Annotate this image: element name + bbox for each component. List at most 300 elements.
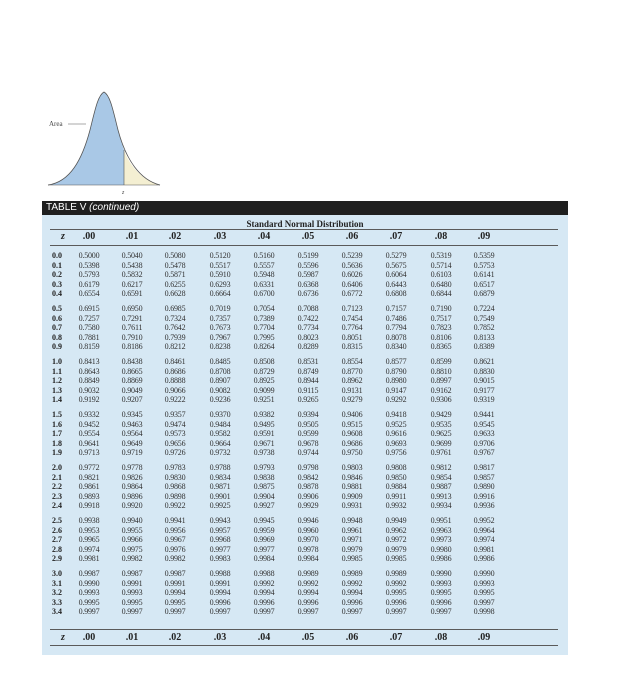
table-cell: 0.7517 <box>430 313 452 323</box>
table-cell: 0.8665 <box>121 366 143 376</box>
table-cell: 0.6628 <box>164 289 186 299</box>
table-cell: 0.9916 <box>473 491 495 501</box>
table-cell: 0.8790 <box>385 366 407 376</box>
table-cell: 0.9992 <box>385 578 407 588</box>
table-cell: 0.9817 <box>473 463 495 472</box>
footer-column-label: .00 <box>82 632 96 643</box>
table-cell: 0.9830 <box>164 472 186 482</box>
table-cell: 0.7995 <box>253 332 275 342</box>
table-cell: 0.9938 <box>78 516 100 525</box>
table-cell: 0.8023 <box>297 332 319 342</box>
table-cell: 0.9945 <box>253 516 275 525</box>
row-z-value: 0.9 <box>52 342 62 352</box>
row-z-value: 1.7 <box>52 429 62 439</box>
table-cell: 0.9995 <box>430 588 452 598</box>
table-cell: 0.5279 <box>385 251 407 260</box>
row-z-value: 2.9 <box>52 554 62 564</box>
table-cell: 0.9279 <box>341 395 363 405</box>
table-cell: 0.9996 <box>297 597 319 607</box>
column-header: .06 <box>345 231 359 242</box>
table-cell: 0.5871 <box>164 270 186 280</box>
table-cell: 0.9981 <box>473 544 495 554</box>
row-z-value: 1.2 <box>52 376 62 386</box>
table-cell: 0.9641 <box>78 438 100 448</box>
table-cell: 0.6808 <box>385 289 407 299</box>
table-cell: 0.7823 <box>430 323 452 333</box>
table-cell: 0.7224 <box>473 304 495 313</box>
table-cell: 0.8133 <box>473 332 495 342</box>
table-cell: 0.5040 <box>121 251 143 260</box>
table-cell: 0.9996 <box>385 597 407 607</box>
table-cell: 0.9990 <box>473 569 495 578</box>
row-z-value: 2.8 <box>52 544 62 554</box>
table-cell: 0.9793 <box>253 463 275 472</box>
table-cell: 0.9854 <box>430 472 452 482</box>
table-title-bar <box>42 201 568 215</box>
table-cell: 0.9625 <box>430 429 452 439</box>
table-cell: 0.9633 <box>473 429 495 439</box>
table-cell: 0.9993 <box>78 588 100 598</box>
table-cell: 0.9236 <box>209 395 231 405</box>
table-cell: 0.7939 <box>164 332 186 342</box>
table-cell: 0.6141 <box>473 270 495 280</box>
table-cell: 0.7881 <box>78 332 100 342</box>
table-cell: 0.9997 <box>121 607 143 617</box>
table-cell: 0.7549 <box>473 313 495 323</box>
table-cell: 0.9864 <box>121 482 143 492</box>
table-cell: 0.7673 <box>209 323 231 333</box>
table-cell: 0.8340 <box>385 342 407 352</box>
table-cell: 0.5675 <box>385 260 407 270</box>
table-cell: 0.5199 <box>297 251 319 260</box>
table-cell: 0.5557 <box>253 260 275 270</box>
table-cell: 0.7088 <box>297 304 319 313</box>
row-z-value: 0.4 <box>52 289 62 299</box>
table-cell: 0.9868 <box>164 482 186 492</box>
table-cell: 0.9115 <box>297 385 319 395</box>
row-z-value: 3.0 <box>52 569 62 578</box>
table-cell: 0.8830 <box>473 366 495 376</box>
table-cell: 0.9890 <box>473 482 495 492</box>
table-cell: 0.9901 <box>209 491 231 501</box>
table-cell: 0.6064 <box>385 270 407 280</box>
table-cell: 0.9984 <box>253 554 275 564</box>
table-cell: 0.9738 <box>253 448 275 458</box>
table-cell: 0.9984 <box>297 554 319 564</box>
column-header: .05 <box>301 231 315 242</box>
table-cell: 0.9525 <box>385 419 407 429</box>
table-cell: 0.9985 <box>341 554 363 564</box>
table-cell: 0.9988 <box>253 569 275 578</box>
table-cell: 0.5987 <box>297 270 319 280</box>
row-z-value: 0.6 <box>52 313 62 323</box>
row-z-value: 2.5 <box>52 516 62 525</box>
table-cell: 0.9192 <box>78 395 100 405</box>
table-cell: 0.9719 <box>121 448 143 458</box>
table-cell: 0.9783 <box>164 463 186 472</box>
column-header: .00 <box>82 231 96 242</box>
row-z-value: 0.2 <box>52 270 62 280</box>
table-cell: 0.9032 <box>78 385 100 395</box>
table-cell: 0.8770 <box>341 366 363 376</box>
table-cell: 0.8708 <box>209 366 231 376</box>
table-cell: 0.7054 <box>253 304 275 313</box>
table-cell: 0.7123 <box>341 304 363 313</box>
table-cell: 0.7190 <box>430 304 452 313</box>
table-cell: 0.9941 <box>164 516 186 525</box>
table-cell: 0.9821 <box>78 472 100 482</box>
table-cell: 0.9949 <box>385 516 407 525</box>
table-cell: 0.9997 <box>297 607 319 617</box>
table-cell: 0.9463 <box>121 419 143 429</box>
table-cell: 0.6879 <box>473 289 495 299</box>
table-cell: 0.9664 <box>209 438 231 448</box>
table-cell: 0.7486 <box>385 313 407 323</box>
table-cell: 0.9394 <box>297 410 319 419</box>
table-cell: 0.6664 <box>209 289 231 299</box>
footer-column-label: .02 <box>168 632 182 643</box>
table-cell: 0.9964 <box>473 525 495 535</box>
row-z-value: 0.5 <box>52 304 62 313</box>
table-cell: 0.9732 <box>209 448 231 458</box>
table-cell: 0.9960 <box>297 525 319 535</box>
table-cell: 0.9834 <box>209 472 231 482</box>
table-cell: 0.9994 <box>209 588 231 598</box>
table-cell: 0.8238 <box>209 342 231 352</box>
table-cell: 0.9750 <box>341 448 363 458</box>
table-cell: 0.9997 <box>430 607 452 617</box>
table-cell: 0.9846 <box>341 472 363 482</box>
table-cell: 0.8554 <box>341 357 363 366</box>
table-cell: 0.9971 <box>341 535 363 545</box>
row-z-value: 0.0 <box>52 251 62 260</box>
table-cell: 0.9177 <box>473 385 495 395</box>
table-cell: 0.5714 <box>430 260 452 270</box>
row-z-value: 2.7 <box>52 535 62 545</box>
table-cell: 0.9948 <box>341 516 363 525</box>
table-cell: 0.9977 <box>253 544 275 554</box>
table-cell: 0.9990 <box>430 569 452 578</box>
footer-z: z <box>61 632 65 643</box>
table-cell: 0.9857 <box>473 472 495 482</box>
table-cell: 0.9993 <box>121 588 143 598</box>
table-cell: 0.9896 <box>121 491 143 501</box>
table-cell: 0.6950 <box>121 304 143 313</box>
table-cell: 0.6179 <box>78 279 100 289</box>
footer-column-label: .09 <box>477 632 491 643</box>
table-cell: 0.8106 <box>430 332 452 342</box>
table-cell: 0.9884 <box>385 482 407 492</box>
unshaded-tail <box>124 150 160 185</box>
table-cell: 0.9706 <box>473 438 495 448</box>
table-cell: 0.7704 <box>253 323 275 333</box>
table-cell: 0.9989 <box>297 569 319 578</box>
row-z-value: 1.4 <box>52 395 62 405</box>
table-cell: 0.8621 <box>473 357 495 366</box>
table-cell: 0.8438 <box>121 357 143 366</box>
table-title: TABLE V <box>46 202 90 213</box>
table-cell: 0.8686 <box>164 366 186 376</box>
table-title-continued: (continued) <box>89 202 140 213</box>
table-cell: 0.8997 <box>430 376 452 386</box>
row-z-value: 3.3 <box>52 597 62 607</box>
row-z-value: 2.6 <box>52 525 62 535</box>
table-cell: 0.9049 <box>121 385 143 395</box>
table-cell: 0.9812 <box>430 463 452 472</box>
table-cell: 0.6480 <box>430 279 452 289</box>
table-cell: 0.9082 <box>209 385 231 395</box>
table-cell: 0.9918 <box>78 501 100 511</box>
table-cell: 0.9995 <box>385 588 407 598</box>
table-cell: 0.9898 <box>164 491 186 501</box>
table-rule <box>50 245 558 246</box>
table-cell: 0.9803 <box>341 463 363 472</box>
table-cell: 0.9965 <box>78 535 100 545</box>
table-cell: 0.9850 <box>385 472 407 482</box>
table-cell: 0.7454 <box>341 313 363 323</box>
footer-column-label: .04 <box>257 632 271 643</box>
table-cell: 0.9932 <box>385 501 407 511</box>
table-cell: 0.9484 <box>209 419 231 429</box>
table-cell: 0.9951 <box>430 516 452 525</box>
table-cell: 0.5000 <box>78 251 100 260</box>
table-cell: 0.5478 <box>164 260 186 270</box>
table-cell: 0.9808 <box>385 463 407 472</box>
table-cell: 0.9838 <box>253 472 275 482</box>
table-cell: 0.5636 <box>341 260 363 270</box>
table-cell: 0.6255 <box>164 279 186 289</box>
table-cell: 0.9913 <box>430 491 452 501</box>
table-cell: 0.9909 <box>341 491 363 501</box>
table-cell: 0.8508 <box>253 357 275 366</box>
table-cell: 0.6517 <box>473 279 495 289</box>
table-cell: 0.9319 <box>473 395 495 405</box>
table-cell: 0.9996 <box>253 597 275 607</box>
table-cell: 0.7852 <box>473 323 495 333</box>
table-cell: 0.9986 <box>430 554 452 564</box>
table-cell: 0.5319 <box>430 251 452 260</box>
table-cell: 0.9925 <box>209 501 231 511</box>
table-cell: 0.8315 <box>341 342 363 352</box>
table-cell: 0.8599 <box>430 357 452 366</box>
table-cell: 0.9987 <box>121 569 143 578</box>
table-cell: 0.9887 <box>430 482 452 492</box>
table-rule <box>50 629 558 630</box>
table-cell: 0.9994 <box>164 588 186 598</box>
table-cell: 0.9936 <box>473 501 495 511</box>
table-cell: 0.9505 <box>297 419 319 429</box>
table-cell: 0.7422 <box>297 313 319 323</box>
table-cell: 0.9974 <box>78 544 100 554</box>
table-cell: 0.9382 <box>253 410 275 419</box>
table-cell: 0.9995 <box>164 597 186 607</box>
table-cell: 0.9370 <box>209 410 231 419</box>
table-cell: 0.9699 <box>430 438 452 448</box>
area-label: Area <box>49 120 63 128</box>
row-z-value: 2.3 <box>52 491 62 501</box>
table-cell: 0.9545 <box>473 419 495 429</box>
z-label: z <box>122 190 125 196</box>
table-cell: 0.9931 <box>341 501 363 511</box>
table-cell: 0.7910 <box>121 332 143 342</box>
column-header: .08 <box>434 231 448 242</box>
table-cell: 0.9997 <box>385 607 407 617</box>
table-cell: 0.9986 <box>473 554 495 564</box>
table-cell: 0.9993 <box>473 578 495 588</box>
column-header: .03 <box>213 231 227 242</box>
table-subtitle: Standard Normal Distribution <box>246 219 364 229</box>
table-cell: 0.9564 <box>121 429 143 439</box>
table-cell: 0.9131 <box>341 385 363 395</box>
table-cell: 0.7357 <box>209 313 231 323</box>
table-cell: 0.9997 <box>164 607 186 617</box>
row-z-value: 1.3 <box>52 385 62 395</box>
table-cell: 0.8531 <box>297 357 319 366</box>
table-cell: 0.9861 <box>78 482 100 492</box>
column-header: .07 <box>389 231 403 242</box>
table-cell: 0.6772 <box>341 289 363 299</box>
table-cell: 0.9306 <box>430 395 452 405</box>
table-cell: 0.9975 <box>121 544 143 554</box>
table-cell: 0.9554 <box>78 429 100 439</box>
table-cell: 0.9997 <box>473 597 495 607</box>
table-cell: 0.9934 <box>430 501 452 511</box>
table-cell: 0.5080 <box>164 251 186 260</box>
table-cell: 0.9671 <box>253 438 275 448</box>
table-cell: 0.9959 <box>253 525 275 535</box>
table-cell: 0.9996 <box>430 597 452 607</box>
table-cell: 0.8888 <box>164 376 186 386</box>
table-cell: 0.5753 <box>473 260 495 270</box>
table-cell: 0.6591 <box>121 289 143 299</box>
row-z-value: 1.8 <box>52 438 62 448</box>
row-z-value: 2.1 <box>52 472 62 482</box>
table-cell: 0.5832 <box>121 270 143 280</box>
table-cell: 0.9162 <box>430 385 452 395</box>
table-cell: 0.6293 <box>209 279 231 289</box>
table-cell: 0.8810 <box>430 366 452 376</box>
table-cell: 0.7389 <box>253 313 275 323</box>
table-cell: 0.9997 <box>209 607 231 617</box>
footer-column-label: .08 <box>434 632 448 643</box>
table-cell: 0.7257 <box>78 313 100 323</box>
table-cell: 0.5359 <box>473 251 495 260</box>
table-cell: 0.9429 <box>430 410 452 419</box>
table-cell: 0.9994 <box>341 588 363 598</box>
row-z-value: 1.1 <box>52 366 62 376</box>
table-cell: 0.9979 <box>385 544 407 554</box>
table-cell: 0.9573 <box>164 429 186 439</box>
column-header: .01 <box>125 231 139 242</box>
table-cell: 0.9788 <box>209 463 231 472</box>
table-cell: 0.7611 <box>121 323 143 333</box>
table-cell: 0.9474 <box>164 419 186 429</box>
table-cell: 0.9656 <box>164 438 186 448</box>
table-cell: 0.9875 <box>253 482 275 492</box>
table-cell: 0.9920 <box>121 501 143 511</box>
table-cell: 0.6915 <box>78 304 100 313</box>
table-cell: 0.9991 <box>121 578 143 588</box>
table-cell: 0.9990 <box>78 578 100 588</box>
table-cell: 0.9772 <box>78 463 100 472</box>
table-cell: 0.9441 <box>473 410 495 419</box>
table-cell: 0.6103 <box>430 270 452 280</box>
table-cell: 0.9982 <box>121 554 143 564</box>
row-z-value: 0.3 <box>52 279 62 289</box>
table-cell: 0.9686 <box>341 438 363 448</box>
footer-column-label: .05 <box>301 632 315 643</box>
row-z-value: 2.0 <box>52 463 62 472</box>
table-cell: 0.6368 <box>297 279 319 289</box>
table-cell: 0.6736 <box>297 289 319 299</box>
table-cell: 0.9332 <box>78 410 100 419</box>
table-cell: 0.6217 <box>121 279 143 289</box>
table-cell: 0.5239 <box>341 251 363 260</box>
table-cell: 0.9251 <box>253 395 275 405</box>
table-cell: 0.9943 <box>209 516 231 525</box>
table-cell: 0.6406 <box>341 279 363 289</box>
table-cell: 0.8749 <box>297 366 319 376</box>
table-cell: 0.9946 <box>297 516 319 525</box>
table-cell: 0.9962 <box>385 525 407 535</box>
table-cell: 0.9927 <box>253 501 275 511</box>
table-cell: 0.9961 <box>341 525 363 535</box>
table-cell: 0.5948 <box>253 270 275 280</box>
table-cell: 0.8413 <box>78 357 100 366</box>
table-cell: 0.5120 <box>209 251 231 260</box>
table-cell: 0.6443 <box>385 279 407 289</box>
table-cell: 0.9357 <box>164 410 186 419</box>
table-cell: 0.9515 <box>341 419 363 429</box>
table-cell: 0.9996 <box>341 597 363 607</box>
table-cell: 0.9599 <box>297 429 319 439</box>
table-cell: 0.5160 <box>253 251 275 260</box>
row-z-value: 0.8 <box>52 332 62 342</box>
table-cell: 0.9952 <box>473 516 495 525</box>
table-cell: 0.9995 <box>78 597 100 607</box>
table-cell: 0.9994 <box>297 588 319 598</box>
column-header: .02 <box>168 231 182 242</box>
table-cell: 0.7580 <box>78 323 100 333</box>
table-cell: 0.7324 <box>164 313 186 323</box>
table-cell: 0.9761 <box>430 448 452 458</box>
row-z-value: 3.2 <box>52 588 62 598</box>
column-header: .09 <box>477 231 491 242</box>
shaded-area <box>48 92 124 185</box>
table-cell: 0.9842 <box>297 472 319 482</box>
row-z-value: 2.2 <box>52 482 62 492</box>
table-cell: 0.7291 <box>121 313 143 323</box>
table-cell: 0.9099 <box>253 385 275 395</box>
table-cell: 0.7734 <box>297 323 319 333</box>
table-cell: 0.9345 <box>121 410 143 419</box>
table-cell: 0.9713 <box>78 448 100 458</box>
table-cell: 0.9963 <box>430 525 452 535</box>
table-cell: 0.9744 <box>297 448 319 458</box>
table-cell: 0.8944 <box>297 376 319 386</box>
table-cell: 0.9207 <box>121 395 143 405</box>
row-z-value: 0.1 <box>52 260 62 270</box>
table-cell: 0.9616 <box>385 429 407 439</box>
table-cell: 0.9066 <box>164 385 186 395</box>
table-cell: 0.6985 <box>164 304 186 313</box>
table-cell: 0.9929 <box>297 501 319 511</box>
table-cell: 0.5398 <box>78 260 100 270</box>
table-cell: 0.6700 <box>253 289 275 299</box>
table-cell: 0.6331 <box>253 279 275 289</box>
table-cell: 0.9893 <box>78 491 100 501</box>
footer-column-label: .01 <box>125 632 139 643</box>
